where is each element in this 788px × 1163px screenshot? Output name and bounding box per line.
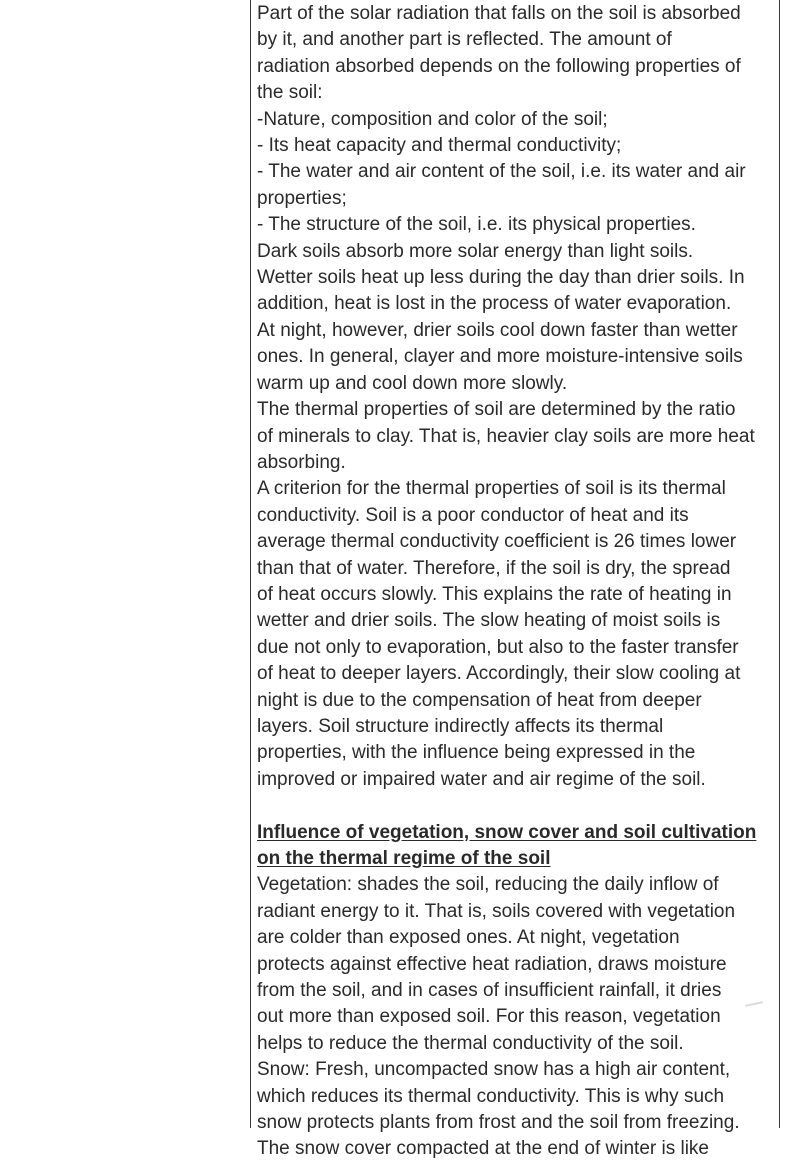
text-line: absorbing. [257,451,346,473]
text-line: The thermal properties of soil are determined by the ratio [257,399,736,421]
list-item: properties; [257,187,347,209]
text-line: ones. In general, clayer and more moisture-intensive soils [257,346,743,368]
text-line: Snow: Fresh, uncompacted snow has a high air content, [257,1059,731,1081]
text-line: helps to reduce the thermal conductivity of the soil. [257,1032,684,1054]
text-line: of minerals to clay. That is, heavier clay soils are more heat [257,425,755,447]
paragraph-spacer [257,793,779,819]
text-line: which reduces its thermal conductivity. This is why such [257,1085,725,1107]
text-line: out more than exposed soil. For this reason, vegetation [257,1006,721,1028]
text-line: Wetter soils heat up less during the day than drier soils. In [257,267,745,289]
text-line: night is due to the compensation of heat from deeper [257,689,702,711]
text-line: average thermal conductivity coefficient is 26 times lower [257,531,737,553]
text-line: layers. Soil structure indirectly affects its thermal [257,715,664,737]
section-vegetation-snow-cultivation [257,820,779,1160]
section-heading: on the thermal regime of the soil [257,847,551,869]
text-line: improved or impaired water and air regime of the soil. [257,768,706,790]
text-line: of heat to deeper layers. Accordingly, their slow cooling at [257,663,741,685]
text-line: by it, and another part is reflected. The amount of [257,29,672,51]
text-line: addition, heat is lost in the process of water evaporation. [257,293,732,315]
text-line: Dark soils absorb more solar energy than light soils. [257,240,694,262]
text-line: conductivity. Soil is a poor conductor of heat and its [257,504,689,526]
text-line: radiant energy to it. That is, soils covered with vegetation [257,900,736,922]
text-line: snow protects plants from frost and the soil from freezing. [257,1112,740,1134]
text-line: A criterion for the thermal properties of soil is its thermal [257,478,726,500]
list-item: - The structure of the soil, i.e. its physical properties. [257,214,696,236]
text-line: are colder than exposed ones. At night, vegetation [257,927,680,949]
text-line: Part of the solar radiation that falls on the soil is absorbed [257,3,741,24]
section-heading: Influence of vegetation, snow cover and soil cultivation [257,821,757,843]
text-line: of heat occurs slowly. This explains the rate of heating in [257,583,732,605]
cut-off-text-line: The snow cover compacted at the end of winter is like [257,1138,710,1160]
text-line: warm up and cool down more slowly. [257,372,568,394]
text-line: from the soil, and in cases of insufficient rainfall, it dries [257,980,722,1002]
document-text-column [250,0,780,1160]
list-item: - Its heat capacity and thermal conductivity; [257,135,622,157]
section-soil-thermal-properties [257,1,779,793]
text-line: due not only to evaporation, but also to the faster transfer [257,636,739,658]
text-line: properties, with the influence being expressed in the [257,742,696,764]
text-line: than that of water. Therefore, if the soil is dry, the spread [257,557,731,579]
text-line: radiation absorbed depends on the following properties of [257,55,741,77]
text-line: the soil: [257,82,323,104]
list-item: - The water and air content of the soil, i.e. its water and air [257,161,746,183]
list-item: -Nature, composition and color of the soil; [257,108,608,130]
text-line: Vegetation: shades the soil, reducing the daily inflow of [257,874,719,896]
text-line: protects against effective heat radiation, draws moisture [257,953,727,975]
text-line: wetter and drier soils. The slow heating of moist soils is [257,610,721,632]
text-line: At night, however, drier soils cool down faster than wetter [257,319,738,341]
